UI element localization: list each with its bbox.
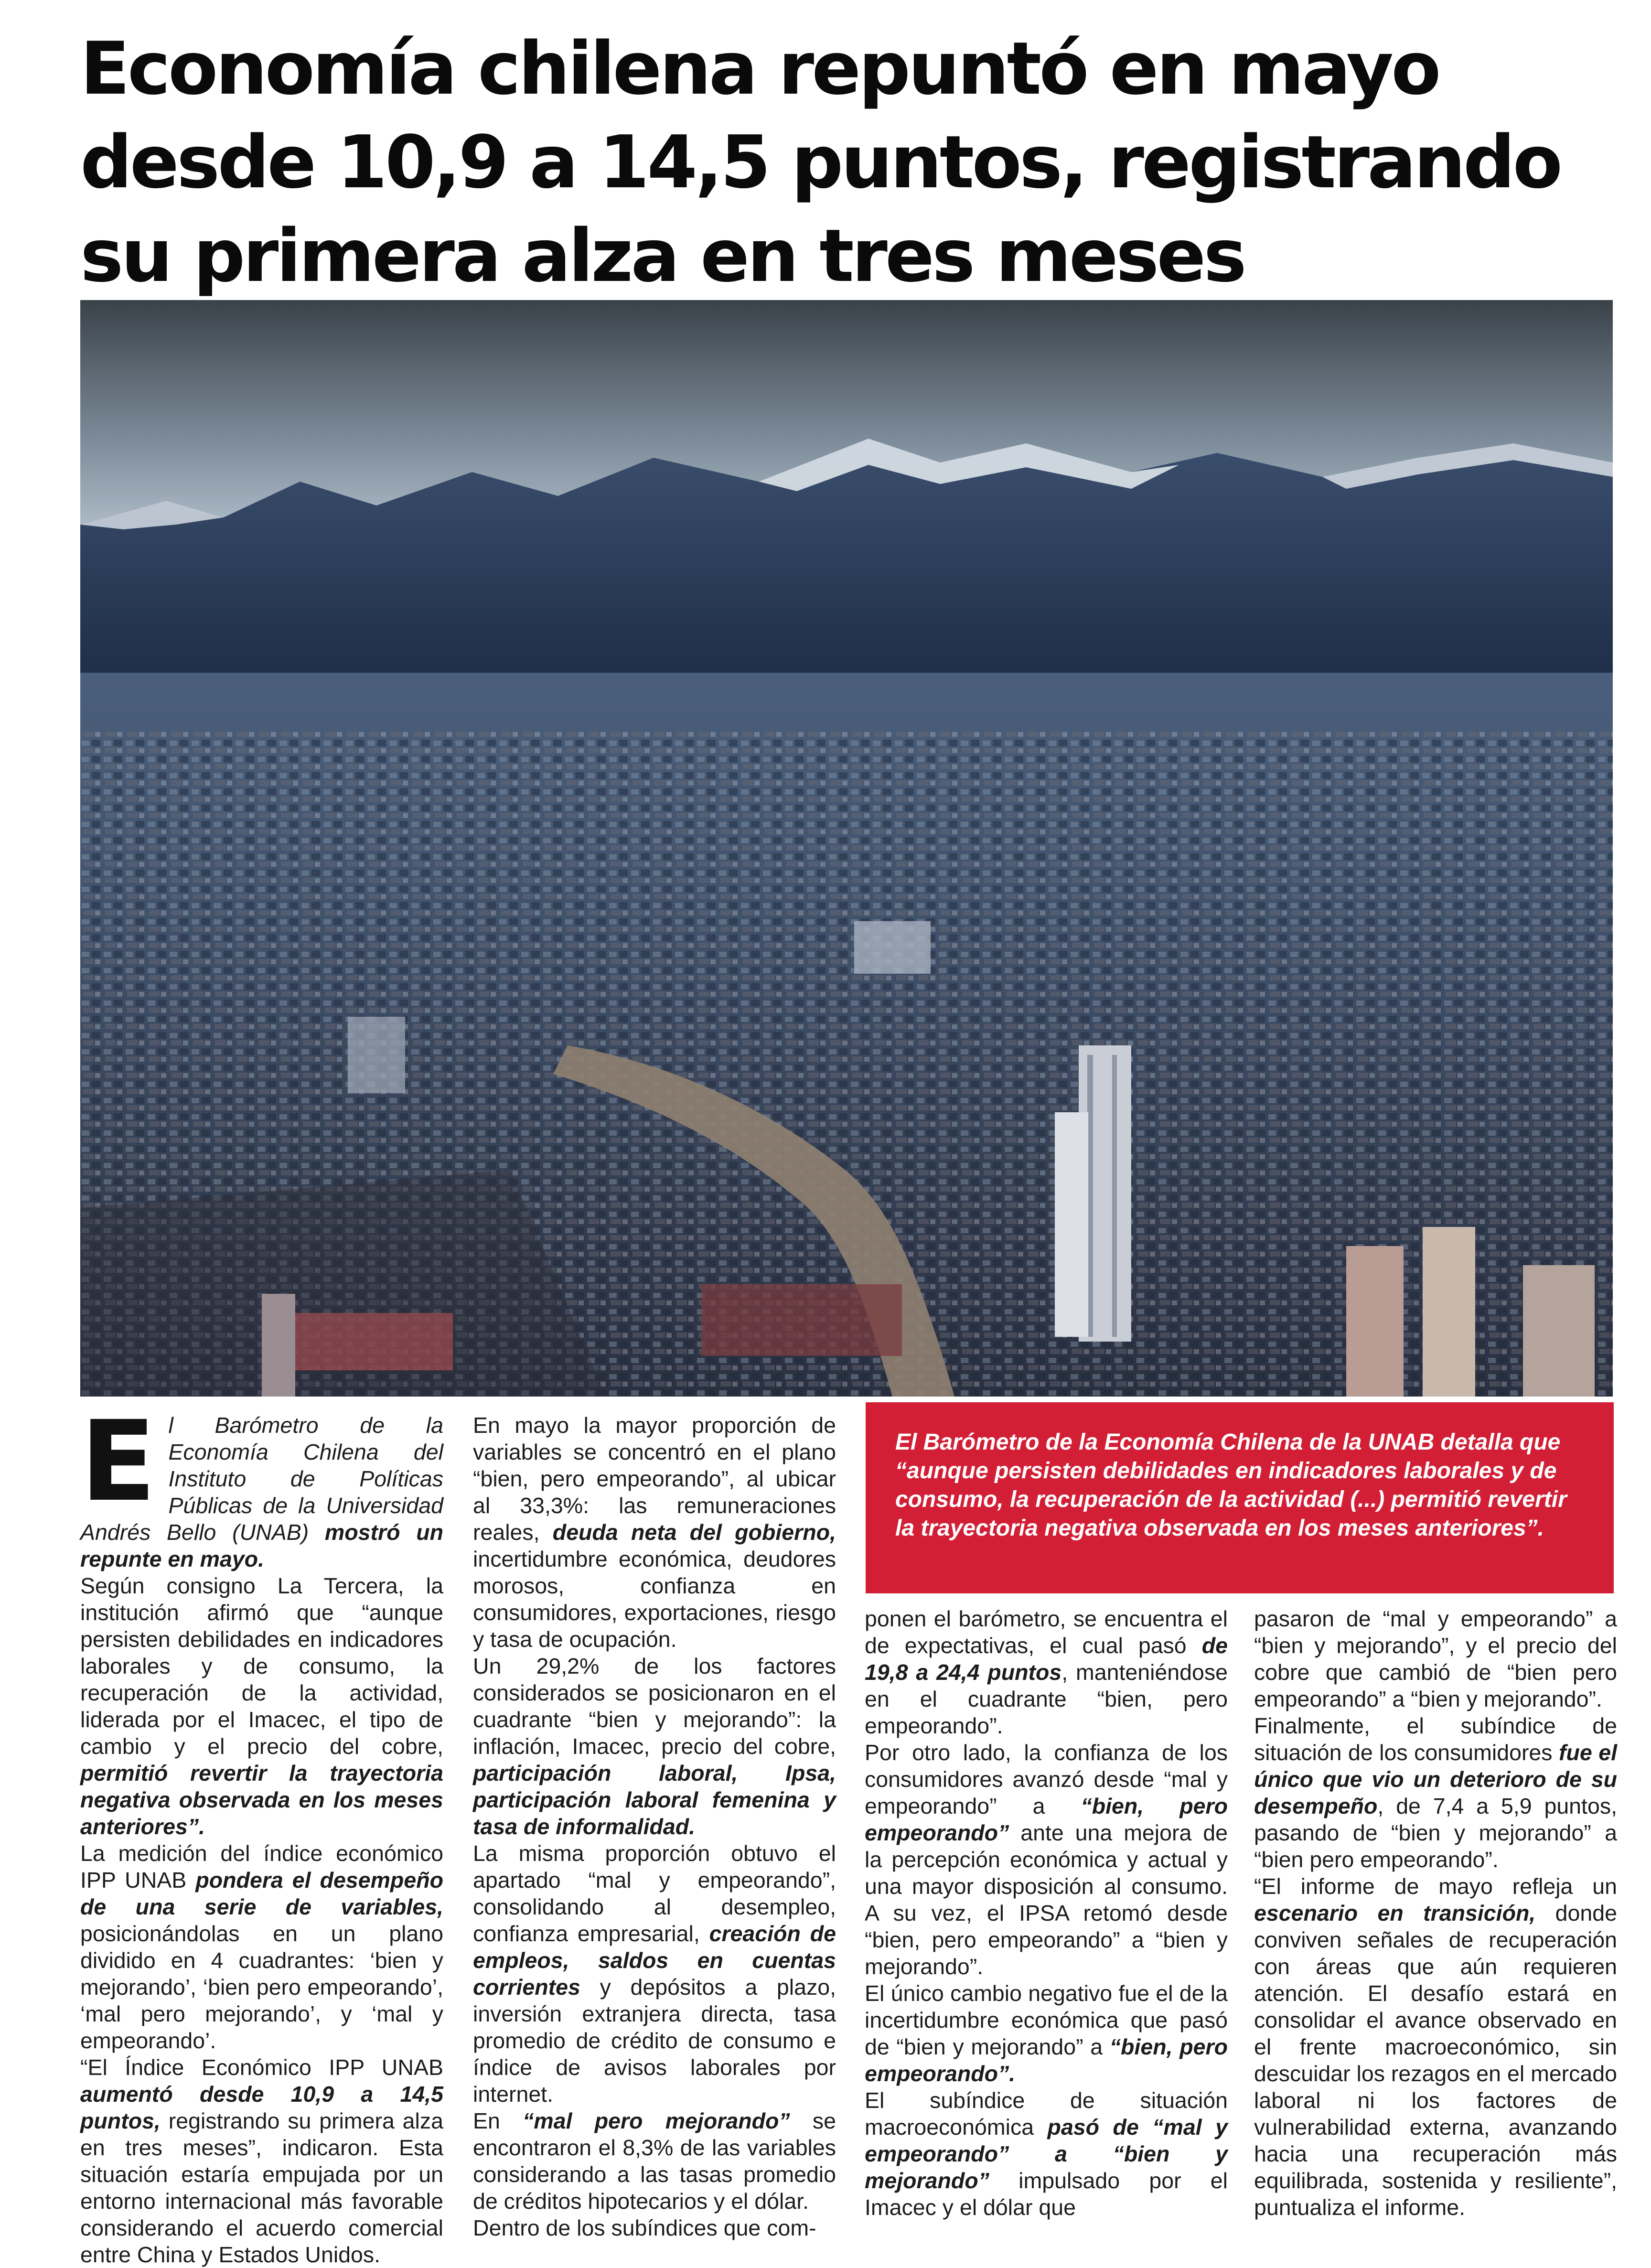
emphasis: creación de empleos, saldos en cuentas corrientes	[473, 1921, 836, 1999]
article-column-2	[473, 1412, 836, 2240]
paragraph	[473, 1653, 836, 1840]
emphasis: permitió revertir la trayectoria negativa observada en los meses anteriores”.	[80, 1761, 443, 1839]
emphasis: “mal pero mejorando”	[523, 2108, 790, 2133]
headline-line-1: Economía chilena repuntó en mayo	[80, 26, 1439, 111]
body-text: ponen el barómetro, se encuentra el de expectativas, el cual pasó	[865, 1606, 1228, 1658]
emphasis: “bien, pero empeorando”	[865, 1794, 1228, 1845]
emphasis: deuda neta del gobierno,	[552, 1520, 836, 1545]
paragraph	[865, 1739, 1228, 1980]
paragraph	[80, 1572, 443, 1840]
body-text: La medición del índice económico IPP UNAB	[80, 1841, 443, 1892]
emphasis: escenario en transición,	[1254, 1901, 1536, 1925]
paragraph	[473, 2107, 836, 2214]
paragraph	[865, 2087, 1228, 2221]
headline-line-2: desde 10,9 a 14,5 puntos, registrando	[80, 120, 1561, 204]
body-text: Un 29,2% de los factores considerados se posicionaron en el cuadrante “bien y mejorando”: la inflación, Imacec, precio del cobre,	[473, 1654, 836, 1759]
body-text: se encontraron el 8,3% de las variables considerando a las tasas promedio de créditos hipotecarios y el dólar.	[473, 2108, 836, 2214]
body-text: “El informe de mayo refleja un	[1254, 1874, 1617, 1899]
emphasis: de 19,8 a 24,4 puntos	[865, 1633, 1228, 1685]
paragraph	[865, 1605, 1228, 1739]
article-column-3	[865, 1605, 1228, 2220]
paragraph	[80, 1840, 443, 2054]
paragraph	[473, 1412, 836, 1653]
paragraph	[1254, 1712, 1617, 1873]
pullquote-box	[866, 1402, 1614, 1593]
lead-text: l Barómetro de la Economía Chilena del Instituto de Políticas Públicas de la Universidad Andrés Bello (UNAB)	[80, 1413, 443, 1545]
body-text: posicionándolas en un plano dividido en 4 cuadrantes: ‘bien y mejorando’, ‘bien pero empeorando’, ‘mal pero mejorando’, y ‘mal y empeorando’.	[80, 1921, 443, 2053]
emphasis: participación laboral, Ipsa, participación laboral femenina y tasa de informalidad.	[473, 1761, 836, 1839]
body-text: incertidumbre económica, deudores morosos, confianza en consumidores, exportaciones, riesgo y tasa de ocupación.	[473, 1547, 836, 1652]
body-text: Según consigno La Tercera, la institución afirmó que “aunque persisten debilidades en indicadores laborales y de consumo, la recuperación de la actividad, liderada por el Imacec, el tipo de cambio y el precio del cobre,	[80, 1573, 443, 1759]
headline-line-3: su primera alza en tres meses	[80, 214, 1244, 298]
body-text: impulsado por el Imacec y el dólar que	[865, 2168, 1228, 2220]
paragraph	[865, 1980, 1228, 2087]
pullquote-text: El Barómetro de la Economía Chilena de la UNAB detalla que “aunque persisten debilidades en indicadores laborales y de consumo, la recuperación de la actividad (...) permitió revertir la trayectoria negativa observada en los meses anteriores”.	[895, 1430, 1567, 1541]
santiago-city-aerial-photo	[80, 300, 1613, 1397]
body-text: En	[473, 2108, 523, 2133]
body-text: “El Índice Económico IPP UNAB	[80, 2055, 443, 2080]
body-text: ante una mejora de la percepción económica y actual y una mayor disposición al consumo. A su vez, el IPSA retomó desde “bien, pero empeorando” a “bien y mejorando”.	[865, 1820, 1228, 1979]
headline	[80, 22, 1609, 303]
paragraph	[473, 1840, 836, 2107]
emphasis: mostró un repunte en mayo.	[80, 1520, 443, 1571]
paragraph	[1254, 1873, 1617, 2221]
emphasis: “bien, pero empeorando”.	[865, 2034, 1228, 2086]
emphasis: aumentó desde 10,9 a 14,5 puntos,	[80, 2082, 443, 2133]
body-text: El único cambio negativo fue el de la incertidumbre económica que pasó de “bien y mejorando” a	[865, 1981, 1228, 2059]
article-column-1	[80, 1397, 443, 2267]
body-text: Dentro de los subíndices que com-	[473, 2215, 816, 2240]
paragraph	[473, 2214, 836, 2241]
drop-cap: E	[80, 1397, 156, 1526]
body-text: , de 7,4 a 5,9 puntos, pasando de “bien y mejorando” a “bien pero empeorando”.	[1254, 1794, 1617, 1872]
paragraph	[1254, 1605, 1617, 1712]
emphasis: pondera el desempeño de una serie de variables,	[80, 1868, 443, 1919]
emphasis: fue el único que vio un deterioro de su desempeño	[1254, 1740, 1617, 1818]
body-text: y depósitos a plazo, inversión extranjera directa, tasa promedio de crédito de consumo e índice de avisos laborales por internet.	[473, 1975, 836, 2107]
body-text: registrando su primera alza en tres meses”, indicaron. Esta situación estaría empujada por un entorno internacional más favorable considerando el acuerdo comercial entre China y Estados Unidos.	[80, 2108, 443, 2267]
body-text: Por otro lado, la confianza de los consumidores avanzó desde “mal y empeorando” a	[865, 1740, 1228, 1818]
body-text: El subíndice de situación macroeconómica	[865, 2088, 1228, 2139]
article-column-4	[1254, 1605, 1617, 2220]
emphasis: pasó de “mal y empeorando” a “bien y mejorando”	[865, 2115, 1228, 2193]
body-text: Finalmente, el subíndice de situación de los consumidores	[1254, 1713, 1617, 1765]
body-text: La misma proporción obtuvo el apartado “mal y empeorando”, consolidando al desempleo, confianza empresarial,	[473, 1841, 836, 1946]
paragraph	[80, 1397, 443, 1572]
body-text: donde conviven señales de recuperación con áreas que aún requieren atención. El desafío estará en consolidar el avance observado en el frente macroeconómico, sin descuidar los rezagos en el mercado laboral ni los factores de vulnerabilidad externa, avanzando hacia una recuperación más equilibrada, sostenida y resiliente”, puntualiza el informe.	[1254, 1901, 1617, 2220]
paragraph	[80, 2054, 443, 2268]
body-text: pasaron de “mal y empeorando” a “bien y mejorando”, y el precio del cobre que cambió de “bien pero empeorando” a “bien y mejorando”.	[1254, 1606, 1617, 1711]
body-text: , manteniéndose en el cuadrante “bien, pero empeorando”.	[865, 1660, 1228, 1738]
body-text: En mayo la mayor proporción de variables se concentró en el plano “bien, pero empeorando”, al ubicar al 33,3%: las remuneraciones reales,	[473, 1413, 836, 1545]
